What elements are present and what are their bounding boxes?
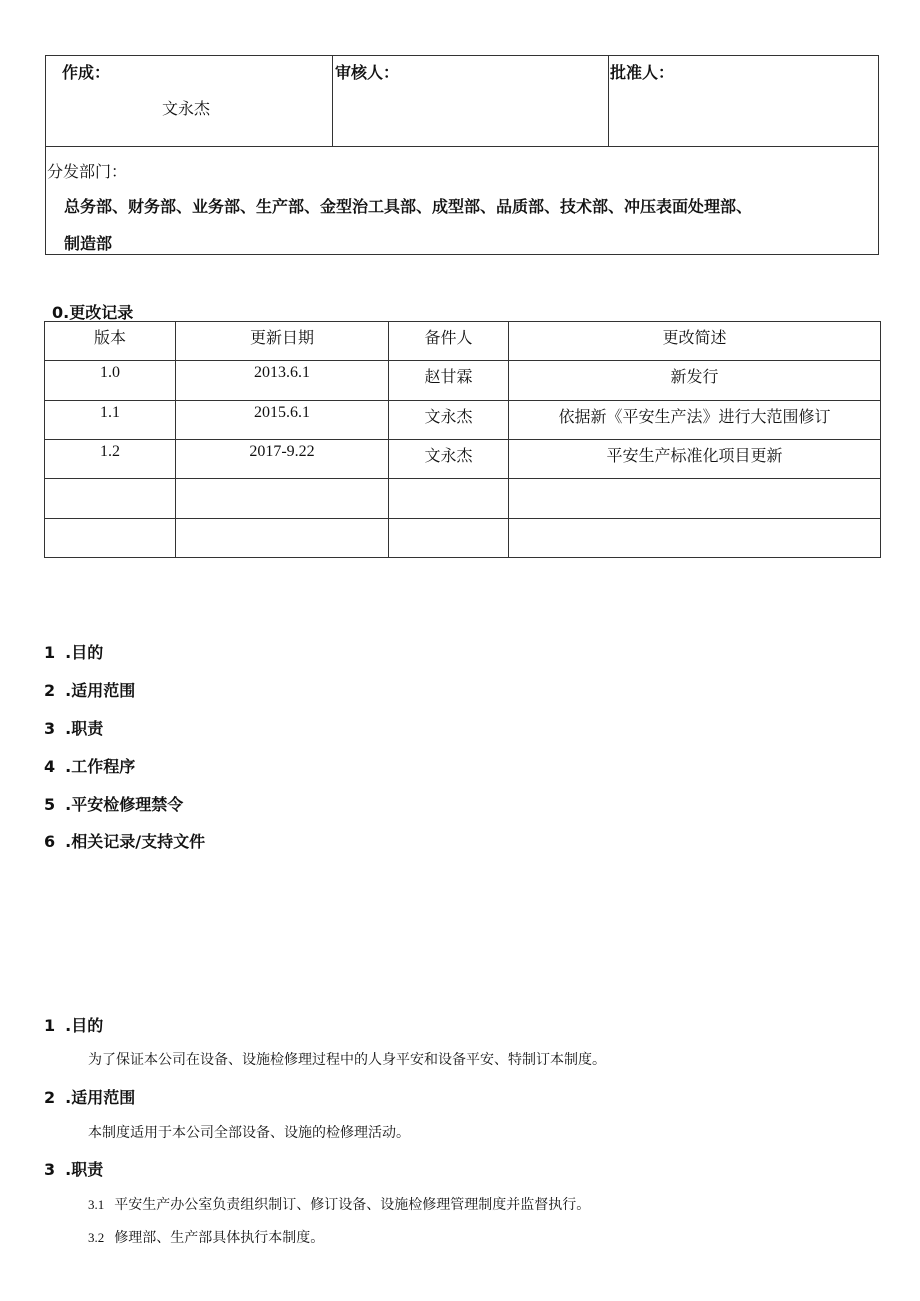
divider: [332, 56, 333, 146]
header-update-date: 更新日期: [176, 322, 389, 361]
change-record-table: [44, 321, 881, 558]
cell-version: 1.2: [45, 439, 176, 478]
cell-summary: 依据新《平安生产法》进行大范围修订: [509, 400, 881, 439]
section-heading: [44, 1157, 103, 1180]
table-row: [45, 439, 881, 478]
table-row: [45, 361, 881, 400]
toc-title: .平安检修理禁令: [65, 795, 184, 814]
toc-title: .工作程序: [65, 757, 136, 776]
table-row: [45, 479, 881, 518]
cell-version: [45, 518, 176, 557]
toc-item: [44, 640, 103, 663]
toc-title: .适用范围: [65, 681, 136, 700]
table-header-row: [45, 322, 881, 361]
toc-number: 3: [44, 719, 56, 738]
cell-date: 2017-9.22: [176, 439, 389, 478]
section-heading: [44, 1085, 135, 1108]
section-heading: [44, 1013, 103, 1036]
toc-item: [44, 792, 183, 815]
cell-date: 2015.6.1: [176, 400, 389, 439]
cell-person: 赵甘霖: [389, 361, 509, 400]
cell-version: 1.0: [45, 361, 176, 400]
table-row: [45, 400, 881, 439]
toc-number: 2: [44, 681, 56, 700]
section-title: .职责: [65, 1160, 104, 1179]
table-row: [45, 518, 881, 557]
approver-label: 批准人：: [610, 63, 675, 82]
cell-date: [176, 479, 389, 518]
toc-item: [44, 829, 205, 852]
subsection-text: 修理部、生产部具体执行本制度。: [114, 1230, 325, 1246]
toc-number: 5: [44, 795, 56, 814]
cell-version: 1.1: [45, 400, 176, 439]
header-version: 版本: [45, 322, 176, 361]
cell-summary: [509, 518, 881, 557]
section-title: .适用范围: [65, 1088, 136, 1107]
distribution-label: 分发部门：: [47, 162, 128, 181]
distribution-departments-cont: 制造部: [64, 234, 113, 253]
section-paragraph: 为了保证本公司在设备、设施检修理过程中的人身平安和设备平安、特制订本制度。: [88, 1052, 606, 1068]
section-number: 2: [44, 1088, 56, 1107]
author-label: 作成：: [62, 63, 111, 82]
divider: [608, 56, 609, 146]
subsection-number: 3.2: [88, 1230, 105, 1245]
toc-title: .职责: [65, 719, 104, 738]
cell-version: [45, 479, 176, 518]
section-paragraph: 本制度适用于本公司全部设备、设施的检修理活动。: [88, 1125, 410, 1141]
section-number: 1: [44, 1016, 56, 1035]
cell-person: [389, 518, 509, 557]
toc-title: .目的: [65, 643, 104, 662]
cell-summary: [509, 479, 881, 518]
subsection-item: [88, 1194, 590, 1214]
section-number: 3: [44, 1160, 56, 1179]
subsection-item: [88, 1227, 324, 1247]
section-title: .目的: [65, 1016, 104, 1035]
toc-number: 1: [44, 643, 56, 662]
subsection-number: 3.1: [88, 1197, 105, 1212]
toc-item: [44, 678, 135, 701]
cell-date: [176, 518, 389, 557]
subsection-text: 平安生产办公室负责组织制订、修订设备、设施检修理管理制度并监督执行。: [114, 1197, 591, 1213]
author-name: 文永杰: [162, 99, 211, 118]
cell-person: 文永杰: [389, 439, 509, 478]
reviewer-label: 审核人：: [335, 63, 400, 82]
divider: [46, 146, 878, 147]
change-record-title: 0.更改记录: [52, 303, 134, 322]
cell-summary: 新发行: [509, 361, 881, 400]
cell-date: 2013.6.1: [176, 361, 389, 400]
cell-summary: 平安生产标准化项目更新: [509, 439, 881, 478]
toc-title: .相关记录/支持文件: [65, 832, 206, 851]
approval-table: [45, 55, 879, 255]
toc-number: 6: [44, 832, 56, 851]
toc-item: [44, 716, 103, 739]
distribution-departments: 总务部、财务部、业务部、生产部、金型治工具部、成型部、品质部、技术部、冲压表面处理部、: [64, 197, 753, 216]
toc-item: [44, 754, 135, 777]
header-person: 备件人: [389, 322, 509, 361]
header-summary: 更改简述: [509, 322, 881, 361]
toc-number: 4: [44, 757, 56, 776]
cell-person: 文永杰: [389, 400, 509, 439]
cell-person: [389, 479, 509, 518]
